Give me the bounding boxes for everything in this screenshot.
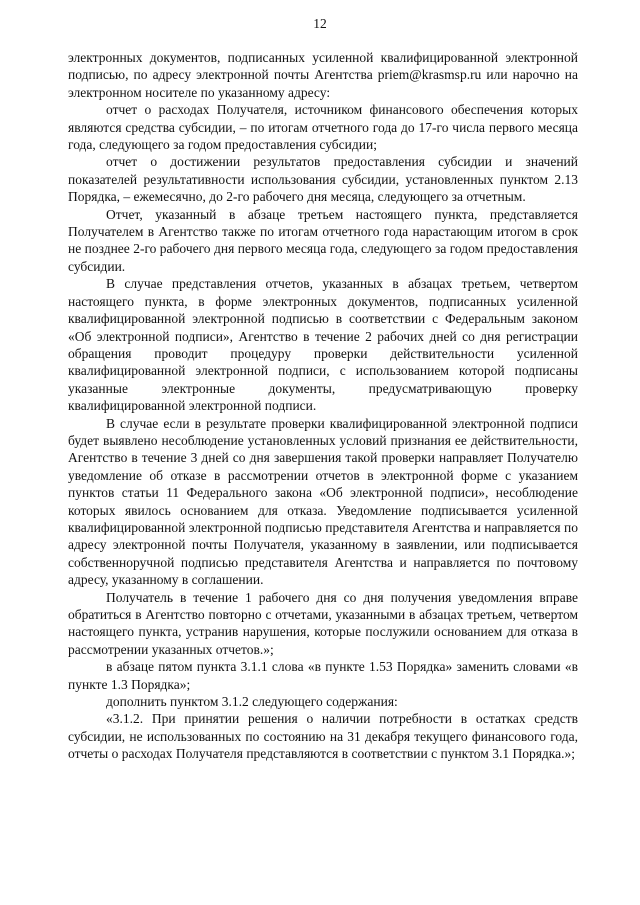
paragraph-3: отчет о достижении результатов предоставления субсидии и значений показателей результативности использования субсидии, установленных пунктом 2.13 Порядка, – ежемесячно, до 2-го рабочего дня месяца, следующего за отчетным. bbox=[68, 154, 578, 205]
paragraph-9: дополнить пунктом 3.1.2 следующего содержания: bbox=[106, 694, 398, 710]
paragraph-4: Отчет, указанный в абзаце третьем настоящего пункта, представляется Получателем в Агентство также по итогам отчетного года нарастающим итогом в срок не позднее 2-го рабочего дня первого месяца года, следующего за годом предоставления субсидии. bbox=[68, 206, 578, 274]
paragraph-2: отчет о расходах Получателя, источником финансового обеспечения которых являются средства субсидии, – по итогам отчетного года до 17-го числа первого месяца года, следующего за годом предоставления субсидии; bbox=[68, 102, 578, 153]
paragraph-8: в абзаце пятом пункта 3.1.1 слова «в пункте 1.53 Порядка» заменить словами «в пункте 1.3 Порядка»; bbox=[68, 659, 578, 692]
document-body bbox=[68, 49, 578, 763]
paragraph-7: Получатель в течение 1 рабочего дня со дня получения уведомления вправе обратиться в Агентство повторно с отчетами, указанными в абзацах третьем, четвертом настоящего пункта, устранив нарушения, которые послужили основанием для отказа в рассмотрении указанных отчетов.»; bbox=[68, 589, 578, 657]
paragraph-6: В случае если в результате проверки квалифицированной электронной подписи будет выявлено несоблюдение установленных условий признания ее действительности, Агентство в течение 3 дней со дня завершения такой проверки направляет Получателю уведомление об отказе в рассмотрении отчетов в электронной форме с указанием пунктов статьи 11 Федерального закона «Об электронной подписи», несоблюдение которых явилось основанием для отказа. Уведомление подписывается усиленной квалифицированной электронной подписью представителя Агентства и направляется по адресу электронной почты Получателя, указанному в заявлении, или подписывается собственноручной подписью представителя Агентства и направляется по почтовому адресу, указанному в соглашении. bbox=[68, 415, 578, 588]
paragraph-5: В случае представления отчетов, указанных в абзацах третьем, четвертом настоящего пункта, в форме электронных документов, подписанных усиленной квалифицированной электронной подписью в соответствии с Федеральным законом «Об электронной подписи», Агентство в течение 2 рабочих дней со дня регистрации обращения проводит процедуру проверки действительности усиленной квалифицированной электронной подписи, с использованием которой подписаны указанные электронные документы, предусматривающую проверку квалифицированной электронной подписи. bbox=[68, 276, 578, 414]
paragraph-1: электронных документов, подписанных усиленной квалифицированной электронной подписью, по адресу электронной почты Агентства priem@krasmsp.ru или нарочно на электронном носителе по указанному адресу: bbox=[68, 50, 578, 100]
paragraph-10: «3.1.2. При принятии решения о наличии потребности в остатках средств субсидии, не использованных по состоянию на 31 декабря текущего финансового года, отчеты о расходах Получателя представляются в соответствии с пунктом 3.1 Порядка.»; bbox=[68, 711, 578, 762]
page-number: 12 bbox=[313, 16, 327, 31]
